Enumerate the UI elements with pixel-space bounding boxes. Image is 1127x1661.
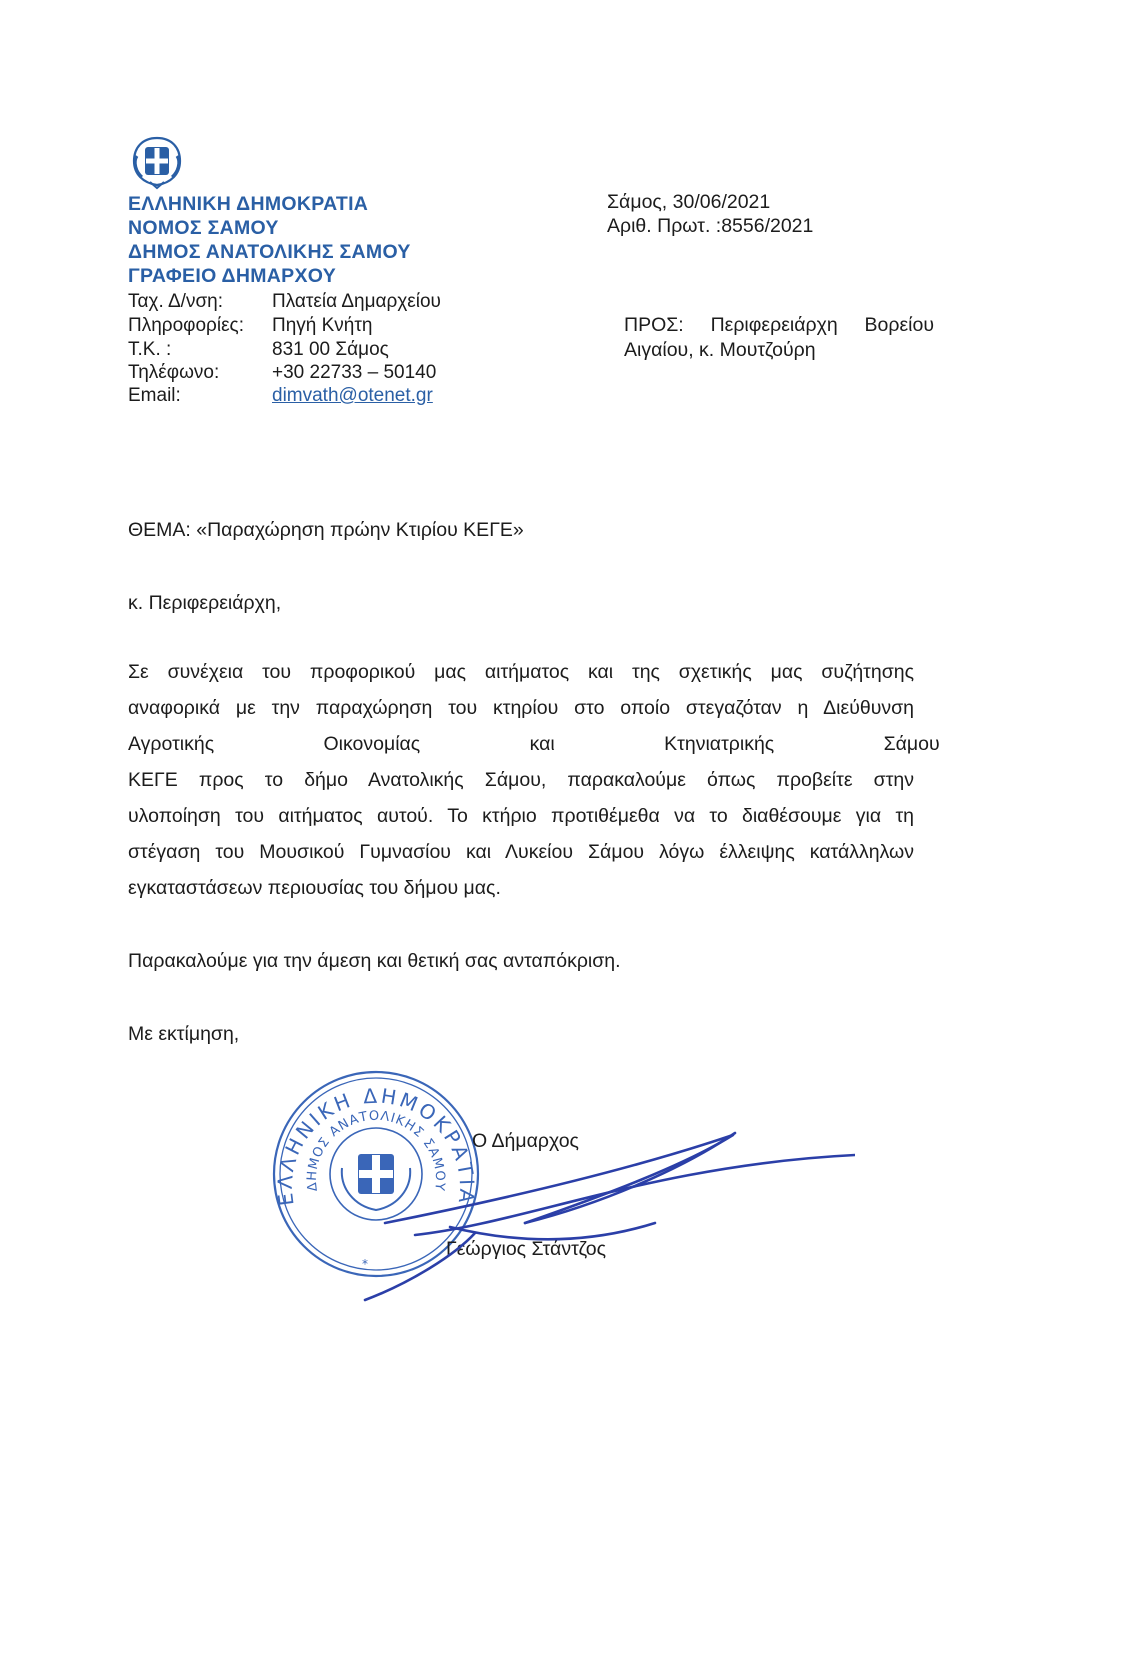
body-line: στέγαση του Μουσικού Γυμνασίου και Λυκείου Σάμου λόγω έλλειψης κατάλληλων bbox=[128, 841, 914, 863]
body-line: αναφορικά με την παραχώρηση του κτηρίου στο οποίο στεγαζόταν η Διεύθυνση bbox=[128, 697, 914, 719]
contact-value-info: Πηγή Κνήτη bbox=[272, 315, 373, 336]
header-line-1: ΕΛΛΗΝΙΚΗ ΔΗΜΟΚΡΑΤΙΑ bbox=[128, 193, 369, 215]
body-line: υλοποίηση του αιτήματος αυτού. Το κτήριο προτιθέμεθα να το διαθέσουμε για τη bbox=[128, 805, 914, 827]
contact-label-postcode: Τ.Κ. : bbox=[128, 339, 172, 360]
header-line-3: ΔΗΜΟΣ ΑΝΑΤΟΛΙΚΗΣ ΣΑΜΟΥ bbox=[128, 241, 411, 263]
body-line: Αγροτικής Οικονομίας και Κτηνιατρικής Σάμου bbox=[128, 733, 940, 755]
recipient-line-2: Αιγαίου, κ. Μουτζούρη bbox=[624, 339, 816, 361]
contact-label-info: Πληροφορίες: bbox=[128, 315, 244, 336]
contact-value-postcode: 831 00 Σάμος bbox=[272, 339, 389, 360]
subject-line: ΘΕΜΑ: «Παραχώρηση πρώην Κτιρίου ΚΕΓΕ» bbox=[128, 519, 524, 541]
body-line: ΚΕΓΕ προς το δήμο Ανατολικής Σάμου, παρακαλούμε όπως προβείτε στην bbox=[128, 769, 914, 791]
salutation: κ. Περιφερειάρχη, bbox=[128, 592, 282, 614]
contact-label-email: Email: bbox=[128, 385, 181, 406]
signature-title: Ο Δήμαρχος bbox=[472, 1130, 579, 1152]
svg-text:*: * bbox=[362, 1257, 368, 1271]
contact-value-address: Πλατεία Δημαρχείου bbox=[272, 291, 441, 312]
contact-value-phone: +30 22733 – 50140 bbox=[272, 362, 437, 383]
contact-label-phone: Τηλέφωνο: bbox=[128, 362, 220, 383]
email-link[interactable]: dimvath@otenet.gr bbox=[272, 385, 433, 406]
contact-label-address: Ταχ. Δ/νση: bbox=[128, 291, 224, 312]
body-line: εγκαταστάσεων περιουσίας του δήμου μας. bbox=[128, 877, 501, 899]
recipient-line-1: ΠΡΟΣ: Περιφερειάρχη Βορείου bbox=[624, 314, 934, 336]
handwritten-signature bbox=[355, 1105, 855, 1305]
header-line-4: ΓΡΑΦΕΙΟ ΔΗΜΑΡΧΟΥ bbox=[128, 265, 336, 287]
place-date: Σάμος, 30/06/2021 bbox=[607, 191, 771, 213]
svg-text:ΕΛΛΗΝΙΚΗ ΔΗΜΟΚΡΑΤΙΑ: ΕΛΛΗΝΙΚΗ ΔΗΜΟΚΡΑΤΙΑ bbox=[272, 1083, 480, 1208]
closing-request: Παρακαλούμε για την άμεση και θετική σας ανταπόκριση. bbox=[128, 950, 621, 972]
greek-coat-of-arms-icon bbox=[128, 132, 186, 190]
signature-name: Γεώργιος Στάντζος bbox=[446, 1238, 607, 1260]
body-paragraph bbox=[128, 654, 940, 906]
body-line: Σε συνέχεια του προφορικού μας αιτήματος και της σχετικής μας συζήτησης bbox=[128, 661, 914, 683]
svg-text:ΔΗΜΟΣ ΑΝΑΤΟΛΙΚΗΣ ΣΑΜΟΥ: ΔΗΜΟΣ ΑΝΑΤΟΛΙΚΗΣ ΣΑΜΟΥ bbox=[304, 1108, 448, 1193]
closing: Με εκτίμηση, bbox=[128, 1023, 240, 1045]
header-line-2: ΝΟΜΟΣ ΣΑΜΟΥ bbox=[128, 217, 279, 239]
protocol-number: Αριθ. Πρωτ. :8556/2021 bbox=[607, 215, 814, 237]
